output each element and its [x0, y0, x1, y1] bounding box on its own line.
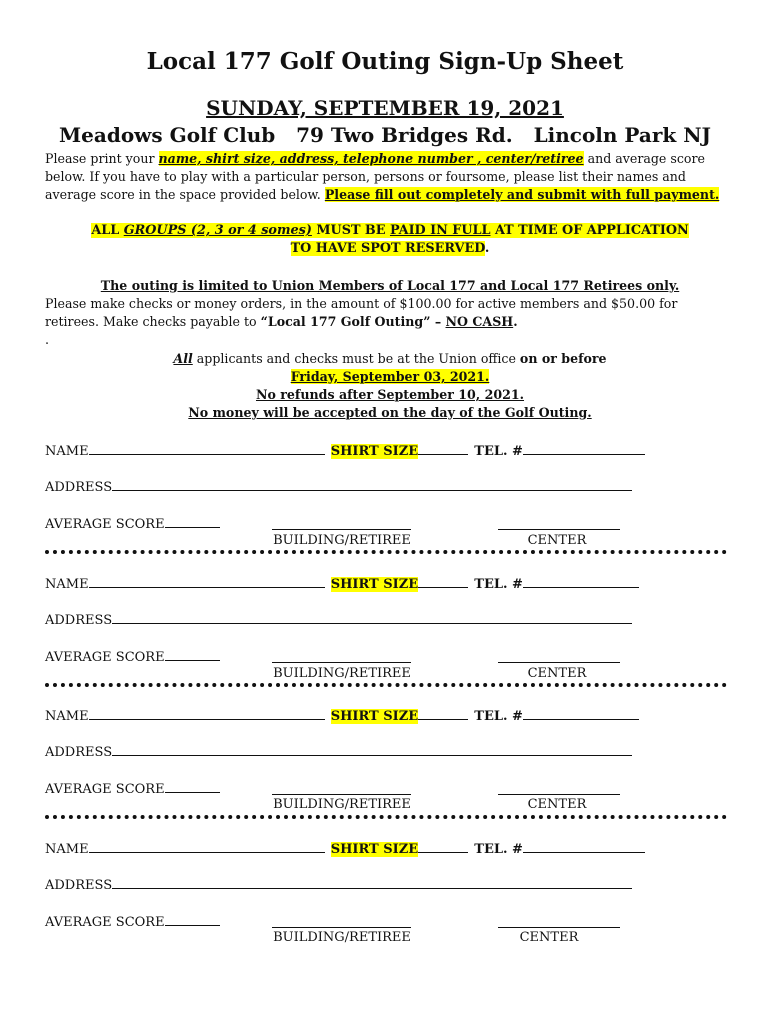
cut-line	[45, 815, 727, 819]
venue-city: Lincoln Park NJ	[533, 123, 711, 147]
address-row: ADDRESS	[45, 610, 632, 628]
venue-address: 79 Two Bridges Rd.	[296, 123, 513, 147]
name-field[interactable]	[89, 706, 325, 720]
building-retiree-field[interactable]	[272, 528, 411, 530]
cut-line	[45, 683, 727, 687]
shirt-size-field[interactable]	[418, 706, 468, 720]
name-row: NAME SHIRT SIZE TEL. #	[45, 441, 645, 459]
name-field[interactable]	[89, 574, 325, 588]
address-field[interactable]	[112, 742, 632, 756]
payment-paragraph: Please make checks or money orders, in the amount of $100.00 for active members and $50.00 for retirees. Make checks payable to “Local 177 Golf Outing” – NO CASH. .	[45, 296, 678, 347]
center-field[interactable]	[498, 793, 620, 795]
name-field[interactable]	[89, 839, 325, 853]
limits-heading: The outing is limited to Union Members of Local 177 and Local 177 Retirees only.	[100, 278, 680, 293]
address-row: ADDRESS	[45, 477, 632, 495]
center-label: CENTER	[527, 797, 587, 812]
average-score-field[interactable]	[165, 647, 220, 661]
building-retiree-field[interactable]	[272, 793, 411, 795]
building-retiree-field[interactable]	[272, 926, 411, 928]
center-field[interactable]	[498, 926, 620, 928]
building-retiree-field[interactable]	[272, 661, 411, 663]
page-title: Local 177 Golf Outing Sign-Up Sheet	[146, 48, 624, 75]
no-cash: NO CASH	[445, 314, 514, 329]
building-retiree-label: BUILDING/RETIREE	[273, 533, 411, 548]
telephone-field[interactable]	[523, 574, 639, 588]
building-retiree-label: BUILDING/RETIREE	[273, 930, 411, 945]
average-score-row: AVERAGE SCORE	[45, 779, 220, 797]
address-field[interactable]	[112, 477, 632, 491]
name-row: NAME SHIRT SIZE TEL. #	[45, 839, 645, 857]
venue-line	[0, 123, 770, 147]
groups-notice: ALL GROUPS (2, 3 or 4 somes) MUST BE PAID IN FULL AT TIME OF APPLICATION TO HAVE SPOT RESERVED.	[91, 223, 689, 256]
average-score-field[interactable]	[165, 514, 220, 528]
average-score-row: AVERAGE SCORE	[45, 514, 220, 532]
center-field[interactable]	[498, 528, 620, 530]
address-row: ADDRESS	[45, 875, 632, 893]
address-field[interactable]	[112, 610, 632, 624]
venue-name: Meadows Golf Club	[59, 123, 276, 147]
center-label: CENTER	[519, 930, 579, 945]
deadline-block: All applicants and checks must be at the Union office on or before Friday, September 03, 2021. No refunds after September 10, 2021. No money will be accepted on the day of the Golf Outing.	[173, 351, 607, 420]
cut-line	[45, 550, 727, 554]
telephone-field[interactable]	[523, 839, 645, 853]
fill-note: Please fill out completely and submit with full payment.	[324, 187, 720, 202]
telephone-field[interactable]	[523, 706, 639, 720]
shirt-size-field[interactable]	[418, 574, 468, 588]
telephone-field[interactable]	[523, 441, 645, 455]
building-retiree-label: BUILDING/RETIREE	[273, 666, 411, 681]
name-field[interactable]	[89, 441, 325, 455]
average-score-field[interactable]	[165, 779, 220, 793]
no-money: No money will be accepted on the day of the Golf Outing.	[188, 405, 592, 420]
shirt-size-field[interactable]	[418, 441, 468, 455]
building-retiree-label: BUILDING/RETIREE	[273, 797, 411, 812]
event-date: SUNDAY, SEPTEMBER 19, 2021	[206, 96, 564, 120]
name-row: NAME SHIRT SIZE TEL. #	[45, 706, 639, 724]
shirt-size-field[interactable]	[418, 839, 468, 853]
required-fields: name, shirt size, address, telephone number , center/retiree	[158, 151, 584, 166]
address-row: ADDRESS	[45, 742, 632, 760]
average-score-field[interactable]	[165, 912, 220, 926]
payee: “Local 177 Golf Outing”	[260, 314, 431, 329]
intro-paragraph: Please print your name, shirt size, address, telephone number , center/retiree and average score below. If you have to play with a particular person, persons or foursome, please list their names and average score in the space provided below. Please fill out completely and submit with full payment.	[45, 151, 720, 202]
center-label: CENTER	[527, 533, 587, 548]
address-field[interactable]	[112, 875, 632, 889]
center-label: CENTER	[527, 666, 587, 681]
deadline-date: Friday, September 03, 2021.	[290, 369, 490, 384]
average-score-row: AVERAGE SCORE	[45, 647, 220, 665]
center-field[interactable]	[498, 661, 620, 663]
name-row: NAME SHIRT SIZE TEL. #	[45, 574, 639, 592]
no-refunds: No refunds after September 10, 2021.	[255, 387, 525, 402]
average-score-row: AVERAGE SCORE	[45, 912, 220, 930]
